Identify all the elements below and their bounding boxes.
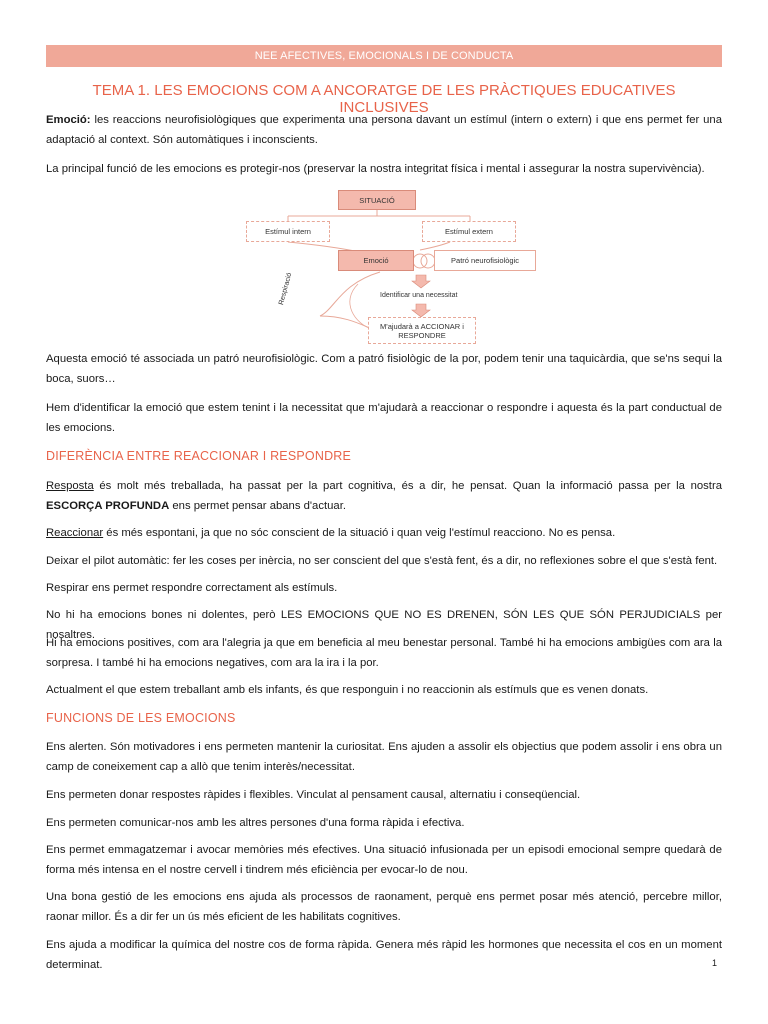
header-banner: NEE AFECTIVES, EMOCIONALS I DE CONDUCTA	[46, 45, 722, 67]
emocio-definition: les reaccions neurofisiològiques que experimenta una persona davant un estímul (intern o extern) i que ens permet fer una adaptació al context. Són automàtiques i inconscients.	[46, 114, 722, 146]
emocio-term: Emoció:	[46, 114, 91, 126]
page-number: 1	[712, 958, 718, 968]
accionar-respondre-box: M'ajudarà a ACCIONAR i RESPONDRE	[368, 317, 476, 344]
reaccionar-term: Reaccionar	[46, 527, 104, 539]
estimul-intern-box: Estímul intern	[246, 221, 330, 242]
paragraph-funcio-2: Ens permeten donar respostes ràpides i flexibles. Vinculat al pensament causal, alternatiu i conseqüencial.	[46, 789, 581, 801]
paragraph-funcio-1: Ens alerten. Són motivadores i ens permeten mantenir la curiositat. Ens ajuden a assolir els objectius que podem assolir i ens obra un camp de coneixement cap a allò que tenim interès/necessitat.	[46, 741, 722, 773]
document-title: TEMA 1. LES EMOCIONS COM A ANCORATGE DE LES PRÀCTIQUES EDUCATIVES INCLUSIVES	[92, 82, 676, 116]
paragraph-funcio-3: Ens permeten comunicar-nos amb les altres persones d'una forma ràpida i efectiva.	[46, 817, 465, 829]
paragraph-positives: Hi ha emocions positives, com ara l'alegria ja que em beneficia al meu benestar personal. També hi ha emocions ambigües com ara la sorpresa. I també hi ha emocions negatives, com ara la ira i la por.	[46, 637, 722, 669]
paragraph-pilot: Deixar el pilot automàtic: fer les coses per inèrcia, no ser conscient del que s'està fent, és a dir, no reflexiones sobre el que s'està fent.	[46, 555, 718, 567]
paragraph-respirar: Respirar ens permet respondre correctament als estímuls.	[46, 582, 338, 594]
reaccionar-text: és més espontani, ja que no sóc conscient de la situació i quan veig l'estímul reacciono. No es pensa.	[103, 527, 616, 539]
paragraph-funcio-4: Ens permet emmagatzemar i avocar memòries més efectives. Una situació infusionada per un episodi emocional sempre quedarà de forma més intensa en el nostre cervell i tindrem més eficiència per evocar-lo de nou.	[46, 844, 722, 876]
respiracio-label: Respiració	[278, 272, 294, 306]
paragraph-patro: Aquesta emoció té associada un patró neurofisiològic. Com a patró fisiològic de la por, podem tenir una taquicàrdia, que se'ns sequi la boca, suors…	[46, 353, 722, 385]
intro-paragraph-1	[46, 111, 722, 150]
emotion-diagram	[240, 184, 544, 344]
resposta-term: Resposta	[46, 480, 94, 492]
resposta-text-a: és molt més treballada, ha passat per la part cognitiva, és a dir, he pensat. Quan la informació passa per la nostra	[93, 480, 722, 492]
paragraph-resposta	[46, 477, 722, 516]
paragraph-actualment: Actualment el que estem treballant amb els infants, és que responguin i no reaccionin als estímuls que es venen donats.	[46, 684, 649, 696]
identificar-necessitat-label: Identificar una necessitat	[380, 292, 458, 299]
paragraph-identificar: Hem d'identificar la emoció que estem tenint i la necessitat que m'ajudarà a reaccionar o respondre i aquesta és la part conductual de les emocions.	[46, 402, 722, 434]
resposta-text-b: ens permet pensar abans d'actuar.	[169, 499, 346, 512]
patro-neurofisiologic-box: Patró neurofisiològic	[434, 250, 536, 271]
estimul-extern-box: Estímul extern	[422, 221, 516, 242]
section-heading-reaccionar-respondre: DIFERÈNCIA ENTRE REACCIONAR I RESPONDRE	[46, 449, 352, 463]
intro-paragraph-2: La principal funció de les emocions es protegir-nos (preservar la nostra integritat física i mental i assegurar la nostra supervivència).	[46, 163, 705, 175]
escorca-profunda: ESCORÇA PROFUNDA	[46, 499, 170, 512]
paragraph-funcio-5: Una bona gestió de les emocions ens ajuda als processos de raonament, perquè ens permet posar més atenció, percebre millor, raonar millor. És a dir fer un ús més eficient de les habilitats cognitives.	[46, 891, 722, 923]
section-heading-funcions: FUNCIONS DE LES EMOCIONS	[46, 711, 236, 725]
emocio-box: Emoció	[338, 250, 414, 271]
paragraph-reaccionar	[46, 524, 722, 544]
paragraph-funcio-6: Ens ajuda a modificar la química del nostre cos de forma ràpida. Genera més ràpid les hormones que necessita el cos en un moment determinat.	[46, 939, 722, 971]
situacio-box: SITUACIÓ	[338, 190, 416, 210]
paragraph-bones: No hi ha emocions bones ni dolentes, però LES EMOCIONS QUE NO ES DRENEN, SÓN LES QUE SÓN PERJUDICIALS per nosaltres.	[46, 609, 722, 641]
